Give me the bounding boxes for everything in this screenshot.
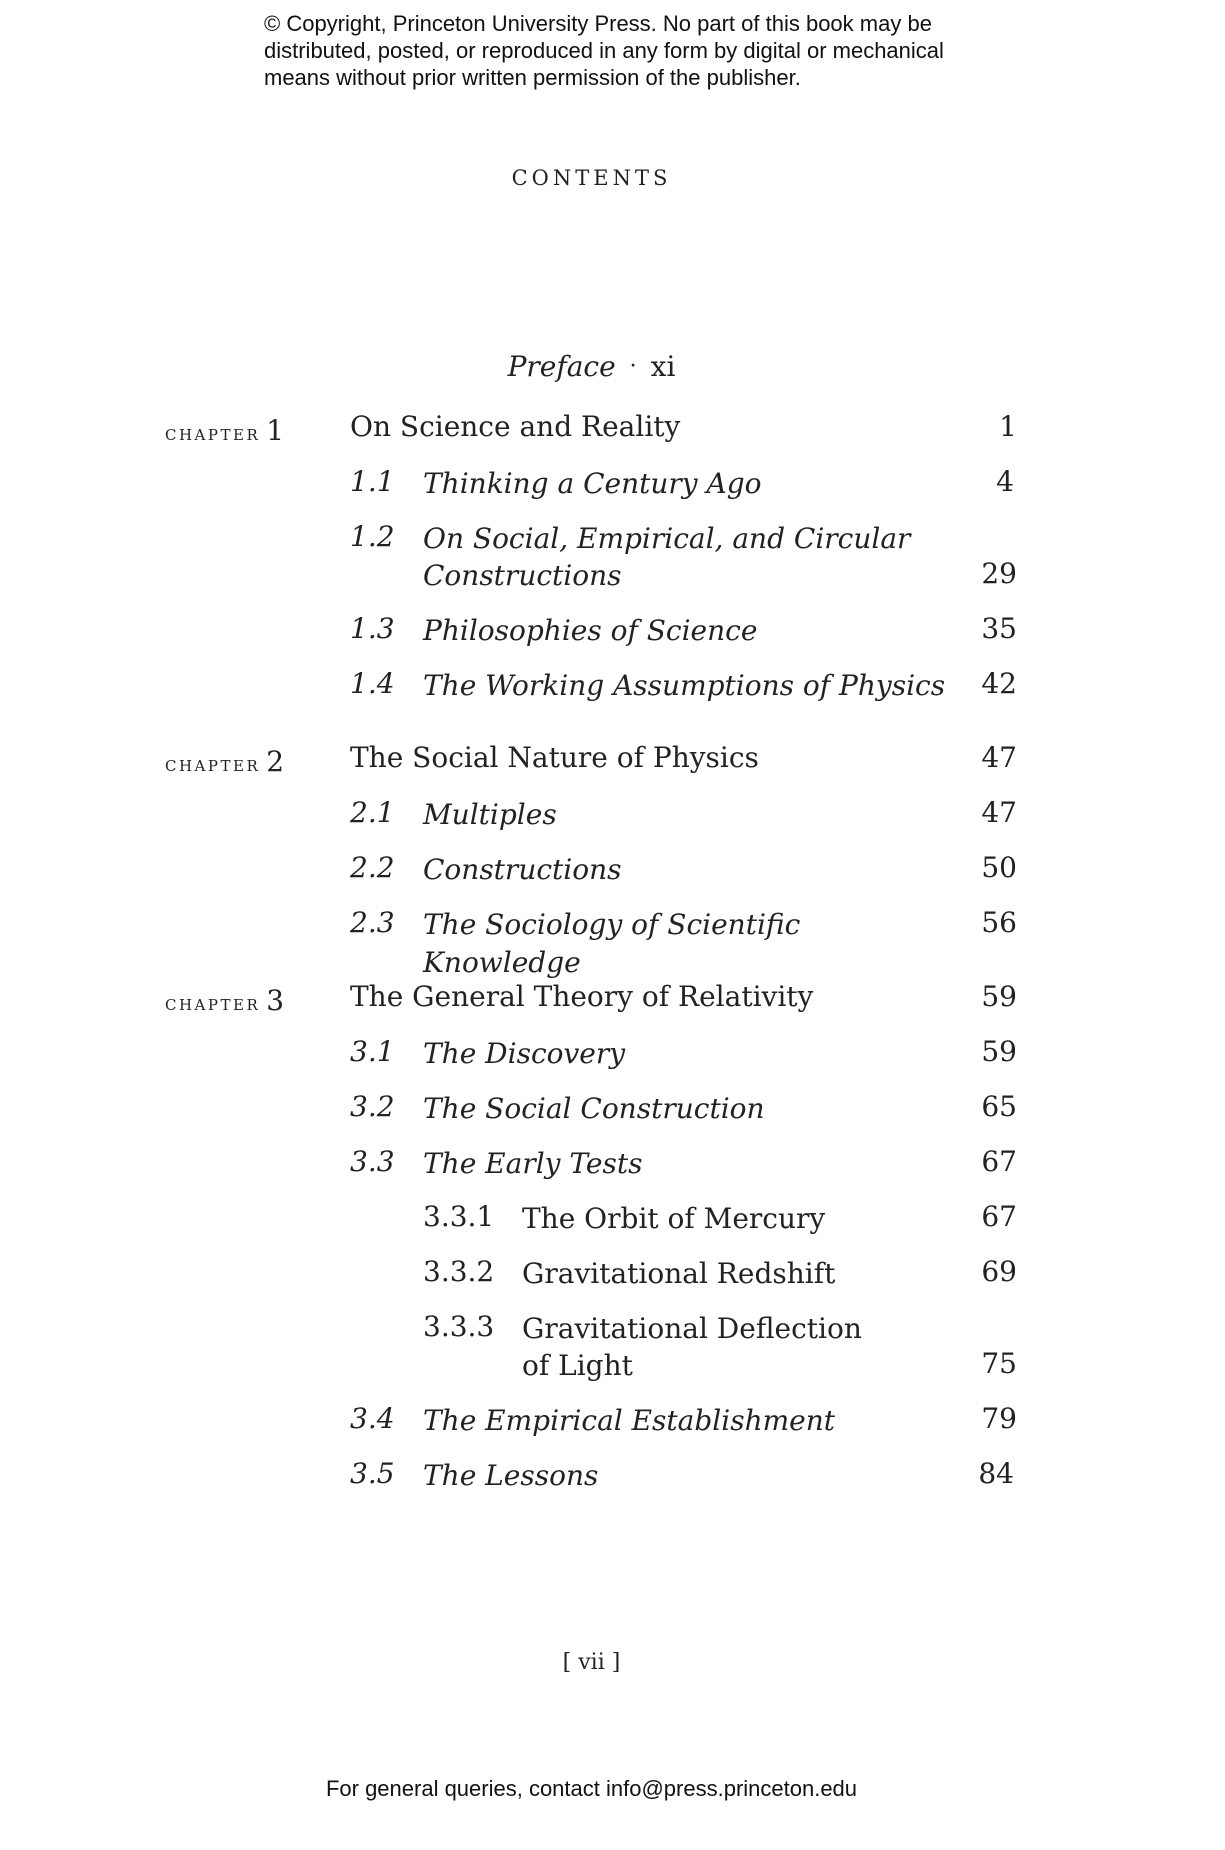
section-number: 1.2 xyxy=(350,520,395,553)
section-number: 3.1 xyxy=(350,1035,395,1068)
page-number: 4 xyxy=(996,465,1014,498)
page-number: 67 xyxy=(981,1145,1017,1178)
subsection-title: Gravitational Redshift xyxy=(522,1257,836,1290)
page-number: 69 xyxy=(981,1255,1017,1288)
subsection-number: 3.3.2 xyxy=(423,1255,495,1288)
section-title: Thinking a Century Ago xyxy=(423,467,762,500)
section-title: The Sociology of Scientific Knowledge xyxy=(423,908,801,979)
page-number: 56 xyxy=(981,906,1017,939)
chapter-title: The Social Nature of Physics xyxy=(350,741,759,774)
page-number: 59 xyxy=(981,980,1017,1013)
page-number: 65 xyxy=(981,1090,1017,1123)
copyright-line: distributed, posted, or reproduced in any form by digital or mechanical xyxy=(264,38,944,63)
section-number: 3.3 xyxy=(350,1145,395,1178)
page-number: 50 xyxy=(981,851,1017,884)
section-title: Constructions xyxy=(423,853,622,886)
subsection-number: 3.3.1 xyxy=(423,1200,495,1233)
subsection-title-line: of Light xyxy=(522,1349,633,1382)
section-number: 2.1 xyxy=(350,796,395,829)
copyright-line: means without prior written permission of the publisher. xyxy=(264,65,801,90)
preface-separator: · xyxy=(629,354,637,379)
subsection-title-line: Gravitational Deflection xyxy=(522,1312,862,1345)
section-title: Multiples xyxy=(423,798,557,831)
page-number: 29 xyxy=(981,557,1017,590)
section-title: The Empirical Establishment xyxy=(423,1404,836,1437)
copyright-line: © Copyright, Princeton University Press. No part of this book may be xyxy=(264,11,932,36)
section-number: 1.3 xyxy=(350,612,395,645)
section-number: 3.4 xyxy=(350,1402,395,1435)
page-number: 59 xyxy=(981,1035,1017,1068)
preface-page: xi xyxy=(650,350,676,383)
section-title: The Discovery xyxy=(423,1037,626,1070)
chapter-title: The General Theory of Relativity xyxy=(350,980,814,1013)
section-number: 3.2 xyxy=(350,1090,395,1123)
section-title-line: Constructions xyxy=(423,559,622,592)
chapter-label: chapter 2 xyxy=(165,745,285,778)
page-number: 67 xyxy=(981,1200,1017,1233)
page-number: 42 xyxy=(981,667,1017,700)
section-number: 2.2 xyxy=(350,851,395,884)
page-number: 35 xyxy=(981,612,1017,645)
section-number: 1.1 xyxy=(350,465,395,498)
section-number: 1.4 xyxy=(350,667,395,700)
chapter-title: On Science and Reality xyxy=(350,410,681,443)
footer-contact: For general queries, contact info@press.princeton.edu xyxy=(325,1776,858,1801)
page-number: 84 xyxy=(978,1457,1014,1490)
page-number: 79 xyxy=(981,1402,1017,1435)
subsection-title: The Orbit of Mercury xyxy=(522,1202,826,1235)
section-title: The Working Assumptions of Physics xyxy=(423,669,946,702)
page-number: 1 xyxy=(999,410,1017,443)
section-title: The Lessons xyxy=(423,1459,599,1492)
page-number: 75 xyxy=(981,1347,1017,1380)
section-title: Philosophies of Science xyxy=(423,614,758,647)
contents-heading: CONTENTS xyxy=(511,166,672,190)
subsection-number: 3.3.3 xyxy=(423,1310,495,1343)
section-number: 3.5 xyxy=(350,1457,395,1490)
section-title: The Social Construction xyxy=(423,1092,765,1125)
section-title-line: On Social, Empirical, and Circular xyxy=(423,522,911,555)
section-title: The Early Tests xyxy=(423,1147,643,1180)
chapter-label: chapter 1 xyxy=(165,414,285,447)
page-number: 47 xyxy=(981,741,1017,774)
page-number: 47 xyxy=(981,796,1017,829)
preface-title: Preface xyxy=(507,350,616,383)
folio-page-number: [ vii ] xyxy=(562,1650,621,1675)
chapter-label: chapter 3 xyxy=(165,984,285,1017)
section-number: 2.3 xyxy=(350,906,395,939)
